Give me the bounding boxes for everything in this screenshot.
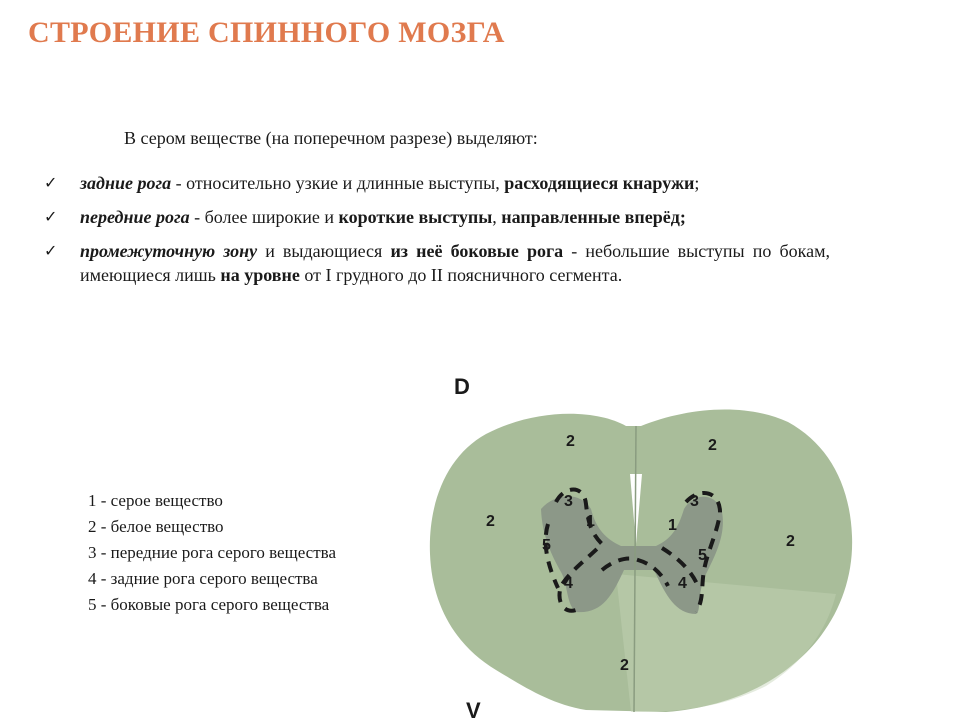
bullet-item	[44, 239, 830, 287]
dorsal-label: D	[454, 374, 470, 399]
legend-item: 2 - белое вещество	[88, 517, 224, 536]
bullet-term: задние рога	[80, 173, 172, 193]
label-lateral-left: 5	[542, 537, 551, 554]
bullet-text-part: ;	[694, 173, 700, 193]
bullet-item	[44, 205, 830, 229]
bullet-text-part: - более широкие и	[189, 207, 339, 227]
legend-item: 5 - боковые рога серого вещества	[88, 595, 330, 614]
label-white-bottom: 2	[620, 657, 629, 674]
bullet-term: промежуточную зону	[80, 241, 258, 261]
bullet-text	[80, 173, 699, 193]
checkmark-icon: ✓	[44, 173, 58, 192]
checkmark-icon: ✓	[44, 241, 58, 260]
bullet-text-part: от I грудного до II поясничного сегмента.	[299, 265, 623, 285]
bullet-text-part: расходящиеся кнаружи	[504, 173, 695, 193]
bullet-text-part: направленные вперёд;	[501, 207, 686, 227]
label-horn-bottom-right: 4	[678, 575, 687, 592]
white-matter-light	[616, 574, 836, 712]
label-gray-right: 1	[668, 517, 677, 534]
legend	[88, 488, 336, 618]
label-horn-bottom-left: 4	[564, 575, 573, 592]
legend-item: 3 - передние рога серого вещества	[88, 543, 336, 562]
bullet-text-part: - относительно узкие и длинные выступы,	[171, 173, 505, 193]
label-horn-top-right: 3	[690, 493, 699, 510]
bullet-text-part: короткие выступы	[338, 207, 493, 227]
intro-text: В сером веществе (на поперечном разрезе) выделяют:	[124, 128, 538, 148]
bullet-text-part: из неё боковые рога	[390, 241, 564, 261]
label-lateral-right: 5	[698, 547, 707, 564]
checkmark-icon: ✓	[44, 207, 58, 226]
label-white-top-right: 2	[708, 437, 717, 454]
bullet-term: передние рога	[80, 207, 190, 227]
bullet-text-part: ,	[492, 207, 502, 227]
slide-title: СТРОЕНИЕ СПИННОГО МОЗГА	[28, 16, 505, 49]
ventral-label: V	[466, 698, 481, 720]
label-gray-left: 1	[586, 513, 595, 530]
label-white-right: 2	[786, 533, 795, 550]
legend-item: 4 - задние рога серого вещества	[88, 569, 318, 588]
bullet-list	[44, 171, 830, 297]
bullet-text	[80, 207, 686, 227]
legend-item: 1 - серое вещество	[88, 491, 223, 510]
label-white-left: 2	[486, 513, 495, 530]
label-white-top-left: 2	[566, 433, 575, 450]
bullet-text-part: на уровне	[220, 265, 300, 285]
bullet-text	[80, 241, 830, 285]
bullet-text-part: - небольшие выступы по бокам, имеющиеся лишь	[80, 241, 830, 285]
bullet-text-part: и выдающиеся	[257, 241, 391, 261]
label-horn-top-left: 3	[564, 493, 573, 510]
spinal-cord-cross-section	[416, 374, 860, 720]
bullet-item	[44, 171, 830, 195]
spinal-cord-figure	[416, 374, 860, 720]
